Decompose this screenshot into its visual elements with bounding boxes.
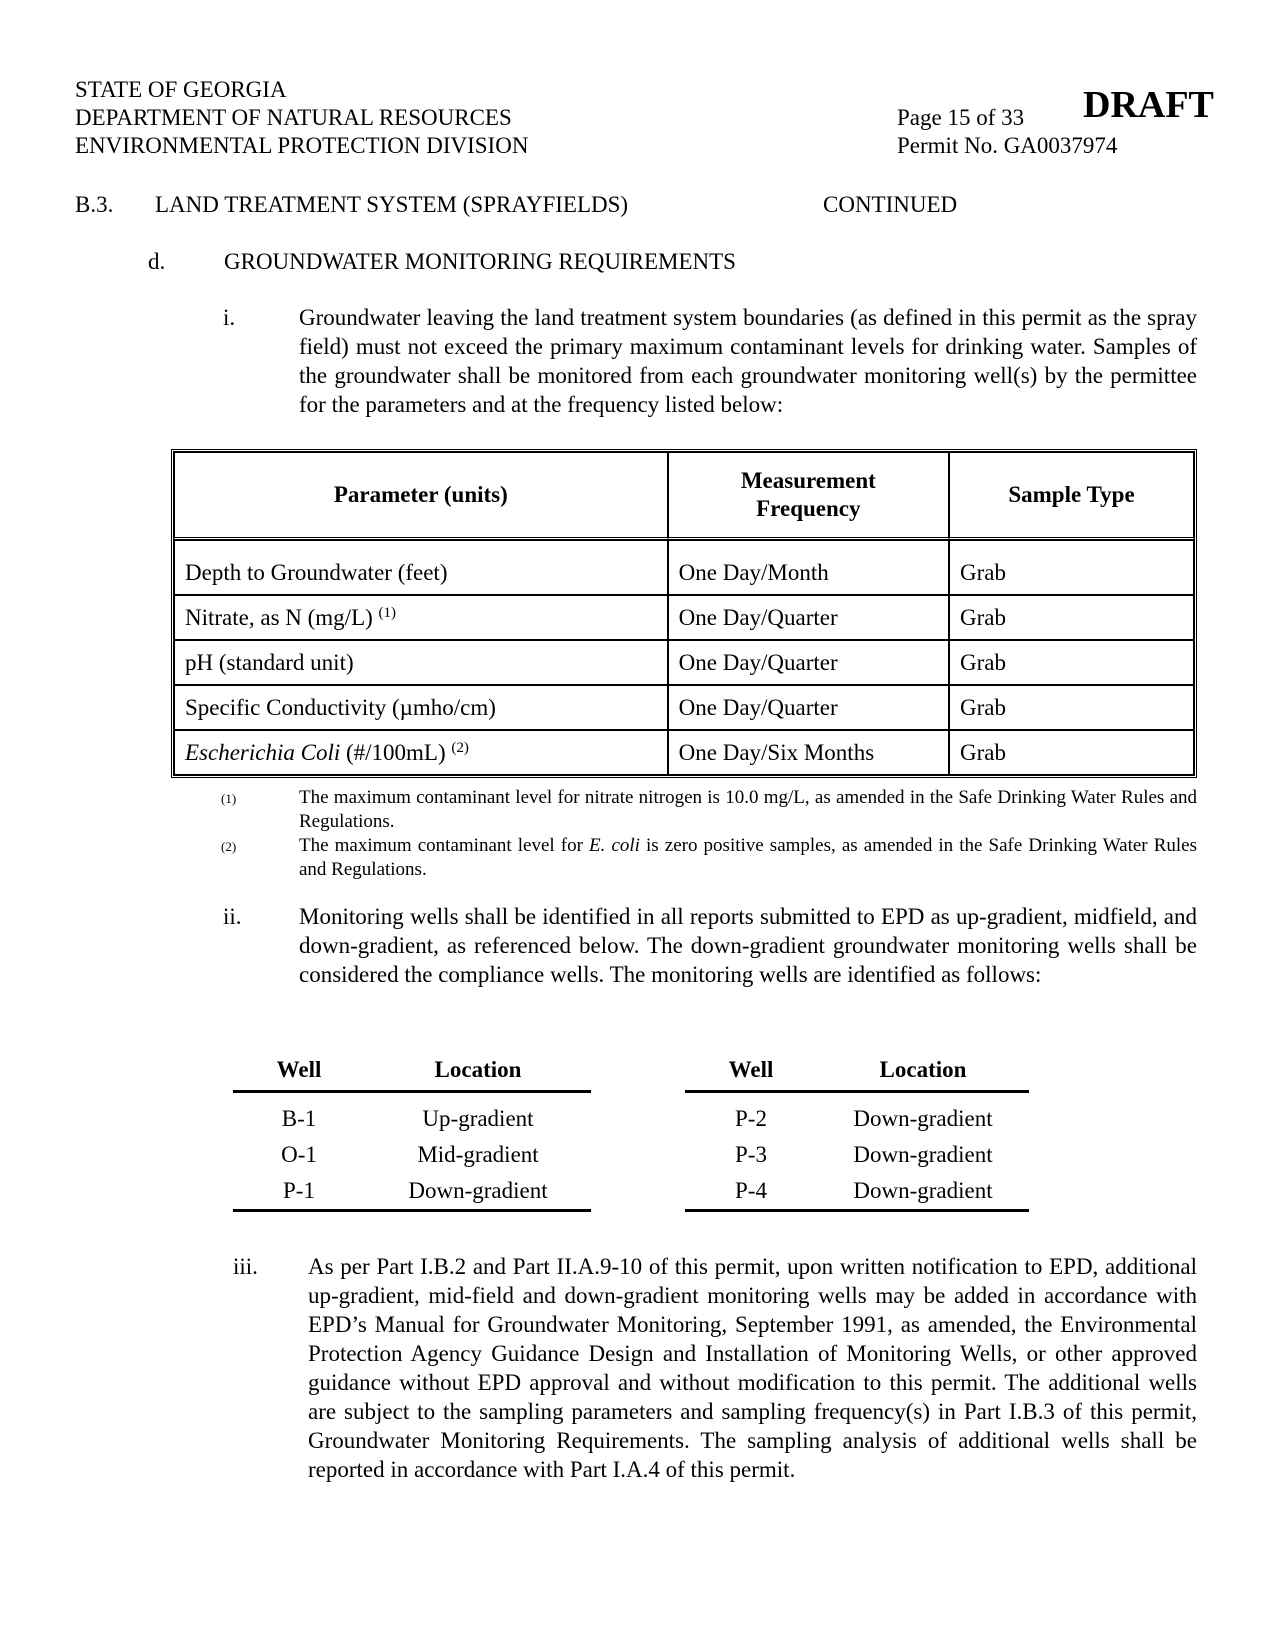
table-row: [174, 595, 1194, 640]
type-cell: Grab: [949, 540, 1194, 595]
header-parameter: Parameter (units): [174, 452, 668, 540]
wells-table-header: [685, 1050, 1029, 1092]
footnote-2-mark: (2): [221, 839, 237, 854]
permit-number: Permit No. GA0037974: [897, 133, 1118, 158]
wells-table-right: [685, 1050, 1029, 1212]
table-row: [174, 540, 1194, 595]
table-row: [233, 1137, 591, 1173]
header-frequency: [668, 452, 949, 540]
well-id: P-4: [685, 1173, 817, 1211]
draft-label: DRAFT: [1083, 84, 1214, 126]
agency-division: ENVIRONMENTAL PROTECTION DIVISION: [75, 133, 529, 158]
param-name: Depth to Groundwater (feet): [185, 559, 448, 585]
type-cell: Grab: [949, 595, 1194, 640]
header-well: Well: [233, 1050, 365, 1092]
type-cell: Grab: [949, 685, 1194, 730]
param-cell: [174, 540, 668, 595]
param-name: Nitrate, as N (mg/L): [185, 604, 373, 630]
type-cell: Grab: [949, 640, 1194, 685]
subsection-number: d.: [148, 249, 166, 274]
agency-department: DEPARTMENT OF NATURAL RESOURCES: [75, 105, 512, 130]
table-row: [233, 1173, 591, 1211]
footnote-2-text-b: is zero positive samples, as amended in the Safe Drinking Water Rules and Regulations.: [299, 835, 1202, 880]
well-location: Down-gradient: [365, 1173, 591, 1211]
freq-cell: One Day/Six Months: [668, 730, 949, 775]
freq-cell: One Day/Quarter: [668, 640, 949, 685]
item-i-number: i.: [223, 305, 236, 330]
well-id: B-1: [281, 1106, 317, 1131]
parameter-table: [171, 449, 1197, 778]
table-row: [174, 730, 1194, 775]
footnote-2-text-a: The maximum contaminant level for: [299, 835, 589, 856]
param-name-italic: Escherichia Coli: [185, 739, 341, 765]
footnote-1-mark: (1): [221, 791, 237, 806]
freq-cell: One Day/Month: [668, 540, 949, 595]
param-cell: [174, 640, 668, 685]
table-row: [685, 1092, 1029, 1138]
item-iii-number: iii.: [233, 1254, 258, 1279]
footnote-2-italic: E. coli: [589, 835, 640, 856]
item-ii-number: ii.: [223, 904, 242, 929]
param-name: Specific Conductivity (µmho/cm): [185, 694, 496, 720]
header-location: Location: [817, 1050, 1029, 1092]
header-sample-type: Sample Type: [949, 452, 1194, 540]
well-id: O-1: [281, 1142, 317, 1167]
param-cell: [174, 595, 668, 640]
agency-state: STATE OF GEORGIA: [75, 77, 287, 102]
table-row: [233, 1092, 591, 1138]
well-location: Down-gradient: [853, 1142, 993, 1167]
table-row: [174, 640, 1194, 685]
table-row: [685, 1137, 1029, 1173]
item-ii-text: Monitoring wells shall be identified in all reports submitted to EPD as up-gradient, midfield, and down-gradient, as referenced below. The down-gradient groundwater monitoring wells shall be considered the compliance wells. The monitoring wells are identified as follows:: [299, 904, 1197, 987]
param-name: pH (standard unit): [185, 649, 354, 675]
footnote-1-text: The maximum contaminant level for nitrate nitrogen is 10.0 mg/L, as amended in the Safe Drinking Water Rules and Regulations.: [299, 787, 1197, 832]
footnote-ref: (2): [451, 739, 469, 756]
well-id: P-1: [233, 1173, 365, 1211]
header-well: Well: [685, 1050, 817, 1092]
well-location: Down-gradient: [853, 1106, 993, 1131]
agency-header: [75, 76, 528, 160]
well-id: P-2: [735, 1106, 767, 1131]
section-title: LAND TREATMENT SYSTEM (SPRAYFIELDS): [155, 192, 629, 217]
type-cell: Grab: [949, 730, 1194, 775]
item-iii-text: As per Part I.B.2 and Part II.A.9-10 of this permit, upon written notification to EPD, additional up-gradient, mid-field and down-gradient monitoring wells may be added in accordance with EPD’s Manual for Groundwater Monitoring, September 1991, as amended, the Environmental Protection Agency Guidance Design and Installation of Monitoring Wells, or other approved guidance without EPD approval and without modification to this permit. The additional wells are subject to the sampling parameters and sampling frequency(s) in Part I.B.3 of this permit, Groundwater Monitoring Requirements. The sampling analysis of additional wells shall be reported in accordance with Part I.A.4 of this permit.: [308, 1254, 1197, 1482]
parameter-table-header: [174, 452, 1194, 540]
header-location: Location: [365, 1050, 591, 1092]
section-number: B.3.: [75, 192, 114, 217]
param-cell: [174, 685, 668, 730]
section-continued: CONTINUED: [823, 192, 958, 217]
well-location: Down-gradient: [817, 1173, 1029, 1211]
freq-cell: One Day/Quarter: [668, 595, 949, 640]
table-row: [685, 1173, 1029, 1211]
wells-table-left: [233, 1050, 591, 1212]
table-row: [174, 685, 1194, 730]
header-frequency-text: Measurement Frequency: [740, 468, 876, 521]
well-id: P-3: [735, 1142, 767, 1167]
subsection-title: GROUNDWATER MONITORING REQUIREMENTS: [224, 249, 736, 274]
footnote-2-text: [299, 834, 1202, 882]
freq-cell: One Day/Quarter: [668, 685, 949, 730]
param-name: (#/100mL): [340, 739, 446, 765]
param-cell: [174, 730, 668, 775]
wells-table-header: [233, 1050, 591, 1092]
well-location: Mid-gradient: [417, 1142, 539, 1167]
item-i-text: Groundwater leaving the land treatment system boundaries (as defined in this permit as the spray field) must not exceed the primary maximum contaminant levels for drinking water. Samples of the groundwater shall be monitored from each groundwater monitoring well(s) by the permittee for the parameters and at the frequency listed below:: [299, 305, 1197, 417]
well-location: Up-gradient: [422, 1106, 534, 1131]
footnote-ref: (1): [378, 604, 397, 621]
page-number: Page 15 of 33: [897, 105, 1025, 130]
